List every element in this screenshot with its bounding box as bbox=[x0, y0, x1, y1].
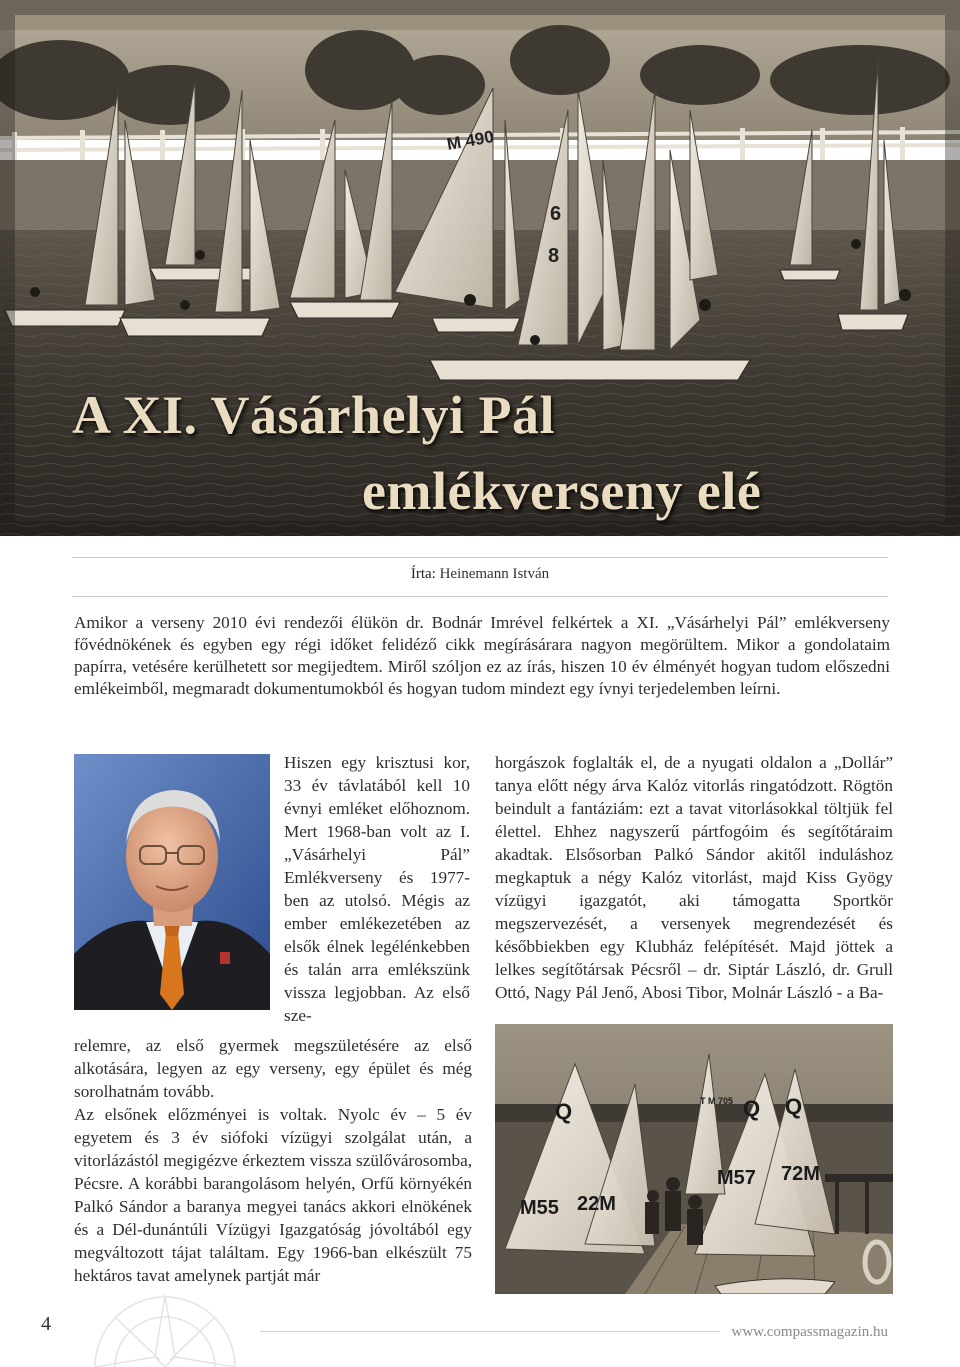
lead-paragraph: Amikor a verseny 2010 évi rendezői élükön dr. Bodnár Imrével felkértek a XI. „Vásárhelyi Pál” emlékverseny fővédnökének és egyben egy régi időket felidéző cikk megírásárara nagyon megörültem. Mikor a gondolataim papírra, vetésére kerülhetett sor megijedtem. Miről szóljon ez az írás, hiszen 10 év élményét hogyan tudom előszedni emlékeimből, megmaradt dokumentumokból és hogyan tudom mindezt egy ívnyi terjedelemben leírni. bbox=[74, 613, 890, 698]
divider bbox=[72, 596, 888, 597]
byline bbox=[0, 566, 960, 583]
author-portrait bbox=[74, 754, 270, 1010]
divider bbox=[72, 557, 888, 558]
article-title-line2: emlékverseny elé bbox=[362, 461, 762, 521]
dock-sail-class-letter: Q bbox=[743, 1096, 761, 1121]
body-text-left-column bbox=[74, 1034, 472, 1287]
hero-sail-number: 6 bbox=[550, 203, 562, 225]
page-number: 4 bbox=[41, 1313, 51, 1335]
dock-sail-number: M57 bbox=[717, 1167, 756, 1189]
article-title-line1: A XI. Vásárhelyi Pál bbox=[72, 385, 556, 445]
dock-sail-number: 22M bbox=[577, 1193, 616, 1215]
byline-label: Írta: bbox=[410, 566, 436, 582]
body-paragraph: horgászok foglalták el, de a nyugati oldalon a „Dollár” tanya előtt négy árva Kalóz vitorlás ringatódzott. Rögtön beindult a fantáziám: ezt a tavat vitorlásokkal töltjük fel élettel. Ehhez nagyszerű pártfogóim és segítőtáraim akadtak. Elsősorban Palkó Sándor akitől induláshoz megkaptuk a négy Kalóz vitorlást, majd Kiss Gyögy vízügyi igazgatót, aki támogatta Sportkör megszervezését, a versenyek megrendezését és későbbiekben egy Klubház felépítését. Majd jöttek a lelkes segítőtársak Pécsről – dr. Siptár László, dr. Grull Ottó, Nagy Pál Jenő, Abosi Tibor, Molnár László - a Ba- bbox=[495, 753, 893, 1002]
website-link[interactable]: www.compassmagazin.hu bbox=[731, 1324, 888, 1340]
byline-author: Heinemann István bbox=[439, 566, 550, 582]
body-paragraph: Az elsőnek előzményei is voltak. Nyolc év – 5 év egyetem és 3 év siófoki vízügyi szolgálat után, a vitorlázástól megigézve érkeztem vissza szülővárosomba, Pécsre. A korábbi barangolásom helyén, Orfű környékén Palkó Sándor a baranya megyei tanács akkori elnökének és a Dél-dunántúli Vízügyi Igazgatóság jóvoltából egy megváltozott tájat találtam. Egy 1966-ban elkészült 75 hektáros tavat amelynek partját már bbox=[74, 1105, 472, 1285]
hero-sail-number: M 490 bbox=[445, 127, 496, 154]
hero-sail-number: 8 bbox=[548, 245, 560, 267]
body-text-beside-portrait bbox=[284, 751, 470, 1027]
body-paragraph: Hiszen egy krisztusi kor, 33 év távlatából kell 10 évnyi emléket előhoznom. Mert 1968-ban volt az I. „Vásárhelyi Pál” Emlékverseny és 1977-ben az utolsó. Mégis az ember emlékezetében az elsők élnek legélénkebben és talán arra emlékszünk vissza legjobban. Az első sze- bbox=[284, 753, 470, 1025]
dock-sail-class-letter: Q bbox=[785, 1094, 803, 1119]
dinghies-on-dock-photo bbox=[495, 1024, 893, 1294]
dock-sail-class-letter: Q bbox=[555, 1099, 573, 1124]
header-photo bbox=[0, 0, 960, 536]
body-paragraph: relemre, az első gyermek megszületésére az első alkotására, legyen az egy verseny, egy épület és még sorolhatnám tovább. bbox=[74, 1036, 472, 1101]
body-text-right-column bbox=[495, 751, 893, 1004]
dock-photo bbox=[495, 1024, 893, 1294]
compass-watermark-icon bbox=[70, 1290, 260, 1367]
dock-sail-number: M55 bbox=[520, 1197, 559, 1219]
sailing-regatta-photo bbox=[0, 0, 960, 536]
dock-back-sail-mark: T M 705 bbox=[700, 1096, 734, 1106]
footer-divider bbox=[260, 1331, 720, 1332]
portrait-illustration bbox=[74, 754, 270, 1010]
dock-sail-number: 72M bbox=[781, 1163, 820, 1185]
